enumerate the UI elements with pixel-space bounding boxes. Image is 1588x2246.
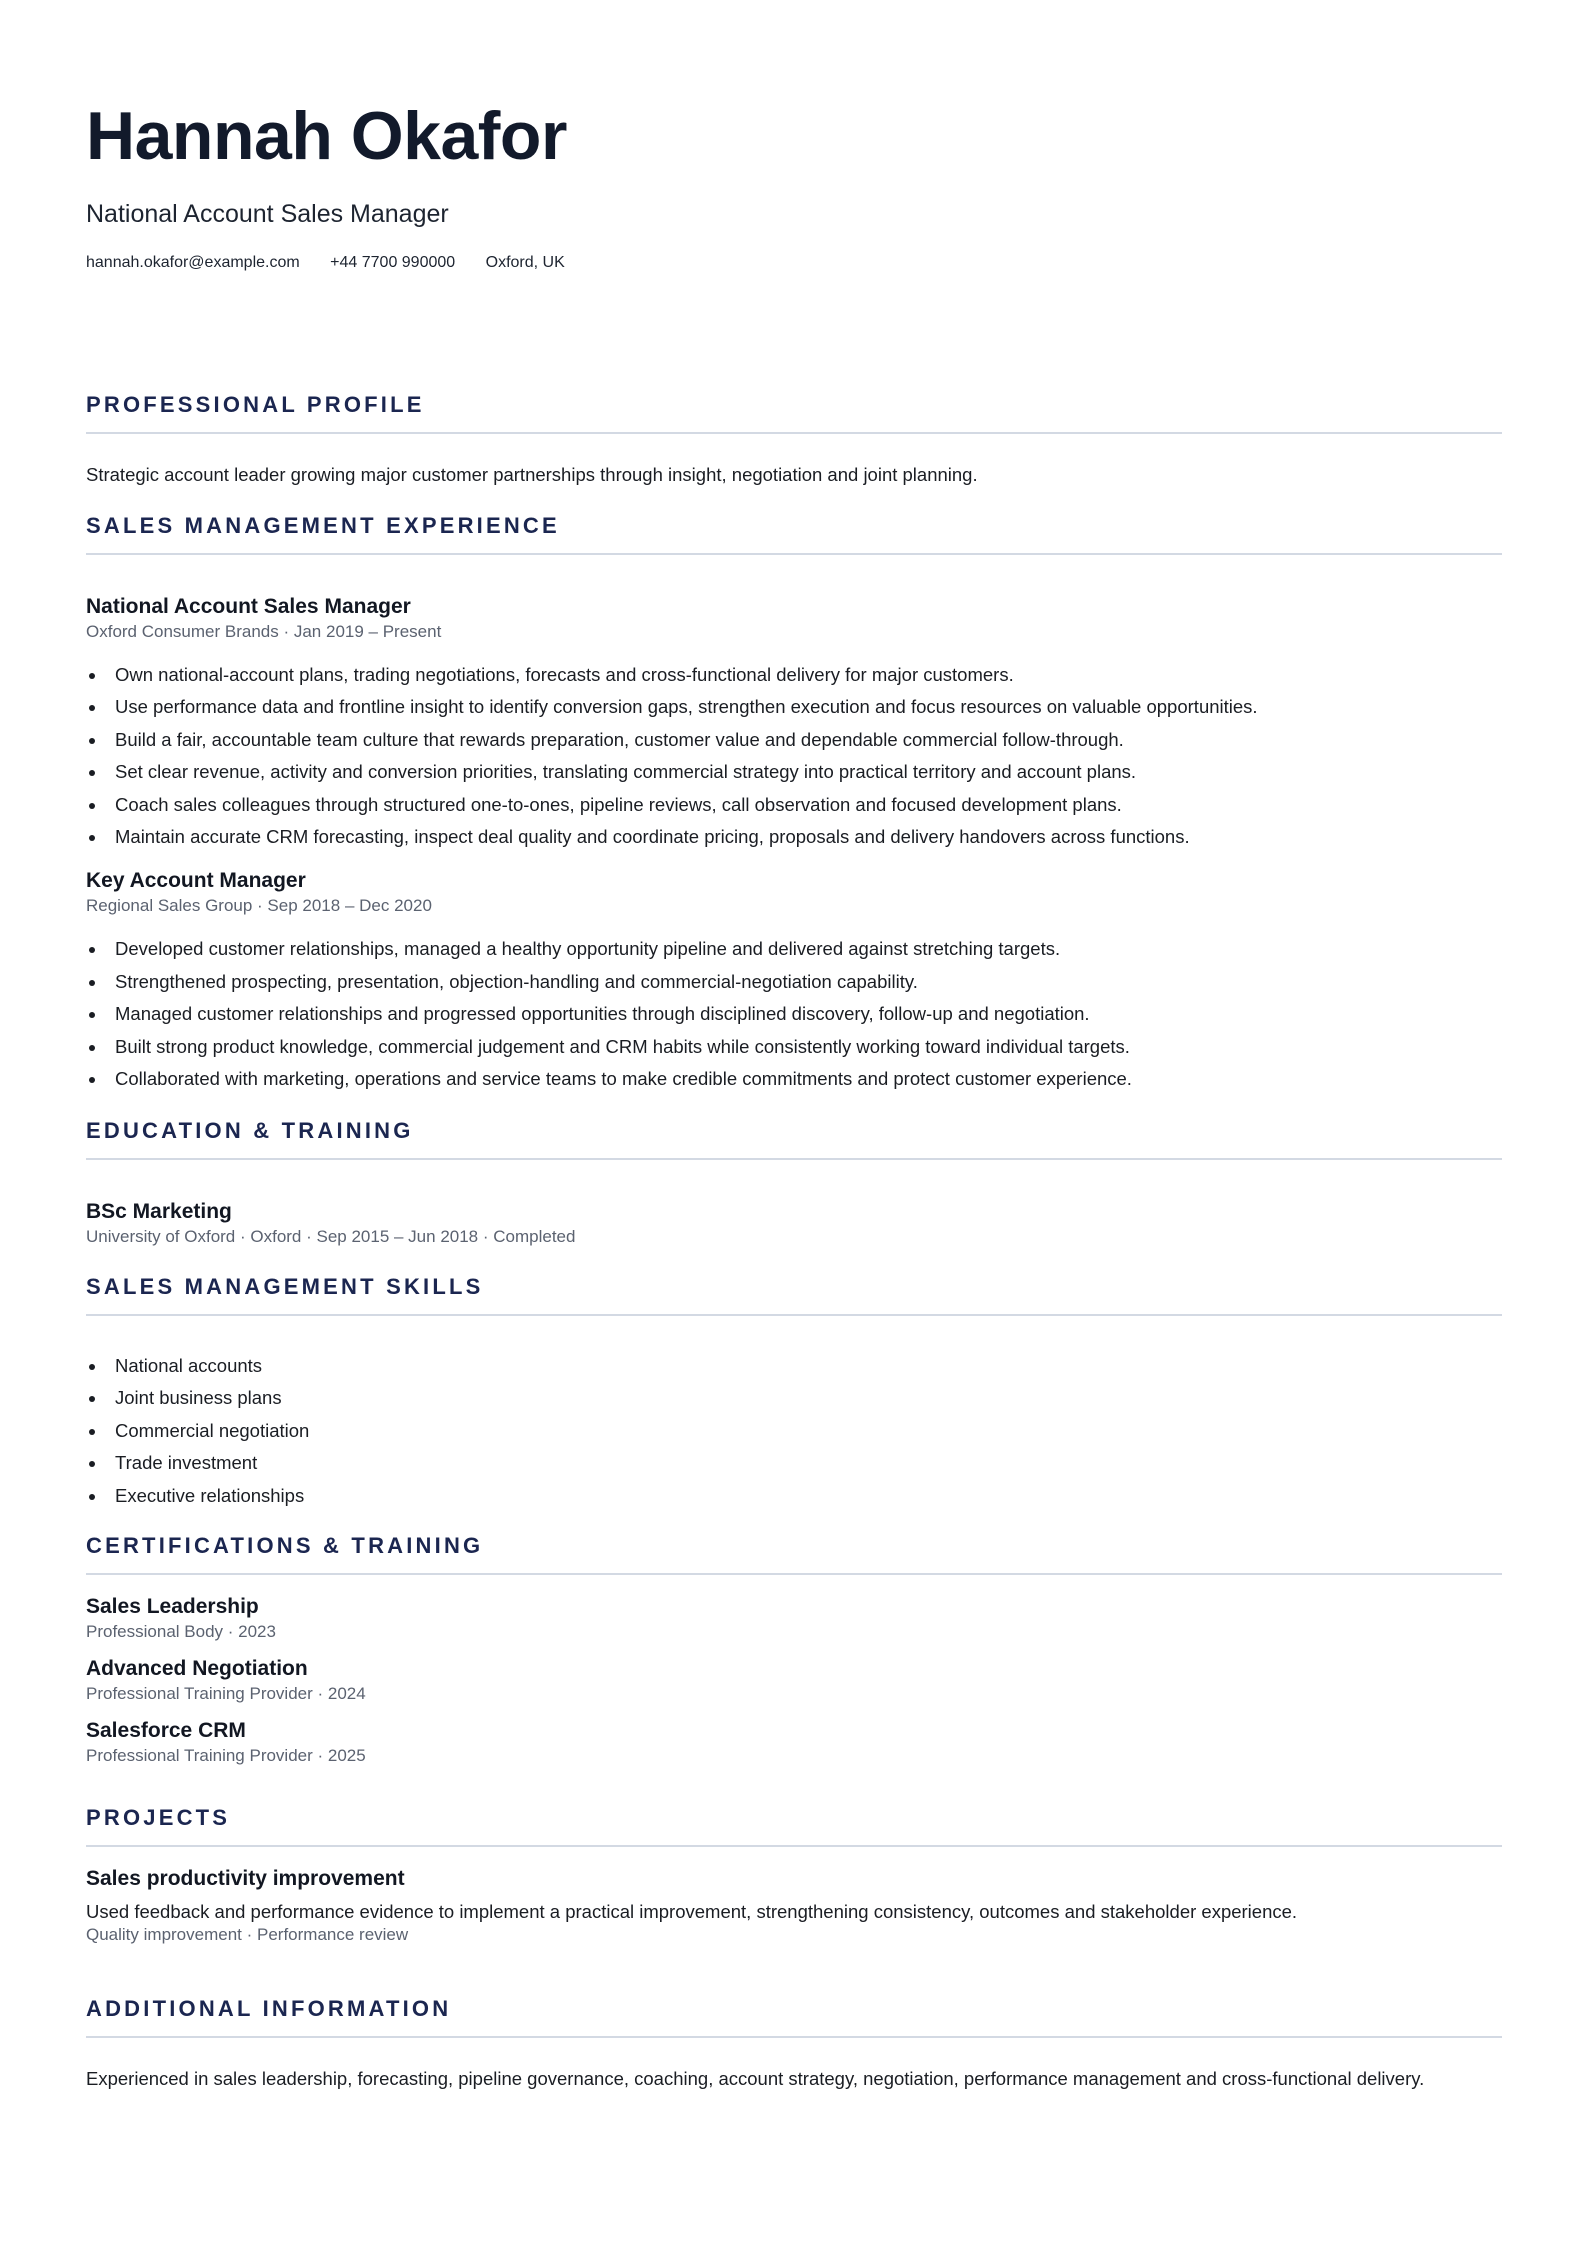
cert-entry (86, 1655, 1502, 1705)
profile-text: Strategic account leader growing major customer partnerships through insight, negotiation and joint planning. (86, 464, 978, 485)
job-bullets (86, 659, 1502, 853)
section-title: PROJECTS (86, 1803, 1502, 1847)
section-title: SALES MANAGEMENT SKILLS (86, 1272, 1502, 1316)
cert-name: Sales Leadership (86, 1595, 259, 1618)
experience-section (86, 511, 1502, 1095)
list-item: Build a fair, accountable team culture that rewards preparation, customer value and dependable commercial follow-through. (115, 724, 1502, 756)
certifications-section (86, 1531, 1502, 1767)
skill-item: Commercial negotiation (115, 1415, 1502, 1447)
degree-meta: University of Oxford · Oxford · Sep 2015 – Jun 2018 · Completed (86, 1227, 576, 1246)
degree-title: BSc Marketing (86, 1200, 232, 1223)
email-link[interactable]: hannah.okafor@example.com (86, 254, 300, 271)
candidate-name: Hannah Okafor (86, 98, 567, 174)
section-title: EDUCATION & TRAINING (86, 1116, 1502, 1160)
section-title: PROFESSIONAL PROFILE (86, 390, 1502, 434)
cert-name: Salesforce CRM (86, 1719, 246, 1742)
additional-text: Experienced in sales leadership, forecasting, pipeline governance, coaching, account strategy, negotiation, performance management and cross-functional delivery. (86, 2068, 1425, 2089)
job-title: Key Account Manager (86, 869, 306, 893)
cert-entry (86, 1717, 1502, 1767)
section-title: SALES MANAGEMENT EXPERIENCE (86, 511, 1502, 555)
job-meta: Oxford Consumer Brands · Jan 2019 – Present (86, 622, 442, 641)
cert-meta: Professional Body · 2023 (86, 1622, 276, 1641)
skills-list (86, 1350, 1502, 1512)
phone-text: +44 7700 990000 (330, 254, 456, 271)
skill-item: Trade investment (115, 1447, 1502, 1479)
list-item: Strengthened prospecting, presentation, objection-handling and commercial-negotiation capability. (115, 966, 1502, 998)
contact-line (86, 252, 1502, 274)
job-meta: Regional Sales Group · Sep 2018 – Dec 2020 (86, 896, 432, 916)
section-title: ADDITIONAL INFORMATION (86, 1994, 1502, 2038)
candidate-role: National Account Sales Manager (86, 200, 449, 228)
list-item: Managed customer relationships and progressed opportunities through disciplined discovery, follow-up and negotiation. (115, 998, 1502, 1030)
job-entry (86, 593, 1502, 853)
cert-meta: Professional Training Provider · 2025 (86, 1746, 366, 1765)
cert-name: Advanced Negotiation (86, 1657, 308, 1680)
list-item: Own national-account plans, trading negotiations, forecasts and cross-functional delivery for major customers. (115, 659, 1502, 691)
profile-section (86, 390, 1502, 487)
list-item: Set clear revenue, activity and conversion priorities, translating commercial strategy into practical territory and account plans. (115, 756, 1502, 788)
projects-section (86, 1803, 1502, 1946)
list-item: Coach sales colleagues through structured one-to-ones, pipeline reviews, call observation and focused development plans. (115, 789, 1502, 821)
list-item: Built strong product knowledge, commercial judgement and CRM habits while consistently working toward individual targets. (115, 1031, 1502, 1063)
job-title: National Account Sales Manager (86, 595, 411, 618)
education-section (86, 1116, 1502, 1248)
cert-meta: Professional Training Provider · 2024 (86, 1684, 366, 1703)
skill-item: National accounts (115, 1350, 1502, 1382)
list-item: Developed customer relationships, managed a healthy opportunity pipeline and delivered against stretching targets. (115, 933, 1502, 965)
skills-section (86, 1272, 1502, 1512)
cert-entry (86, 1593, 1502, 1643)
list-item: Maintain accurate CRM forecasting, inspect deal quality and coordinate pricing, proposals and delivery handovers across functions. (115, 821, 1502, 853)
list-item: Use performance data and frontline insight to identify conversion gaps, strengthen execution and focus resources on valuable opportunities. (115, 691, 1502, 723)
skill-item: Joint business plans (115, 1382, 1502, 1414)
project-tags: Quality improvement · Performance review (86, 1925, 409, 1944)
section-title: CERTIFICATIONS & TRAINING (86, 1531, 1502, 1575)
skill-item: Executive relationships (115, 1480, 1502, 1512)
job-bullets (86, 933, 1502, 1095)
job-entry (86, 867, 1502, 1095)
additional-section (86, 1994, 1502, 2091)
list-item: Collaborated with marketing, operations and service teams to make credible commitments and protect customer experience. (115, 1063, 1502, 1095)
project-name: Sales productivity improvement (86, 1867, 405, 1890)
project-text: Used feedback and performance evidence to implement a practical improvement, strengthening consistency, outcomes and stakeholder experience. (86, 1901, 1298, 1922)
location-text: Oxford, UK (485, 254, 565, 271)
